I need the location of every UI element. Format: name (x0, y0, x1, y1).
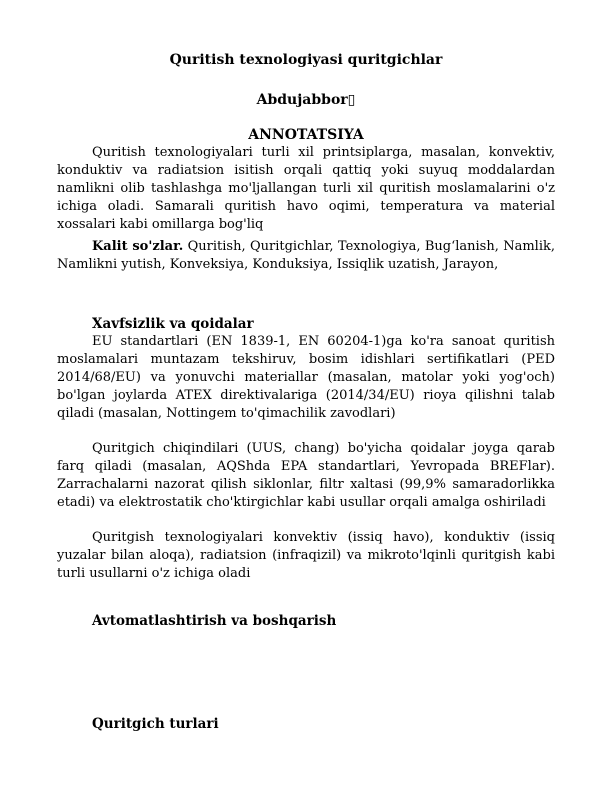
section-heading-automation: Avtomatlashtirish va boshqarish (92, 613, 337, 629)
author-name: Abdujabbor (256, 92, 348, 108)
annotation-heading: ANNOTATSIYA (248, 127, 364, 143)
abstract-paragraph: Quritish texnologiyalari turli xil printsiplarga, masalan, konvektiv, konduktiv va radiatsion isitish orqali qattiq yoki suyuq moddalardan namlikni olib tashlashga mo'ljallangan turli xil quritish moslamalarini o'z ichiga oladi. Samarali quritish havo oqimi, temperatura va material xossalari kabi omillarga bog'liq (57, 145, 555, 232)
keywords-label: Kalit so'zlar. (92, 239, 184, 254)
document-title: Quritish texnologiyasi quritgichlar (169, 52, 443, 68)
missing-glyph-box: ▯ (347, 92, 356, 108)
keywords-text: Quritish, Quritgichlar, Texnologiya, Bugʻlanish, Namlik, Namlikni yutish, Konveksiya, Konduksiya, Issiqlik uzatish, Jarayon, (57, 239, 555, 272)
section-heading-safety: Xavfsizlik va qoidalar (92, 316, 254, 332)
safety-paragraph-1: EU standartlari (EN 1839-1, EN 60204-1)ga ko'ra sanoat quritish moslamalari muntazam tekshiruv, bosim idishlari sertifikatlari (PED 2014/68/EU) va yonuvchi materiallar (masalan, matolar yoki yog'och) bo'lgan joylarda ATEX direktivalariga (2014/34/EU) rioya qilishni talab qiladi (masalan, Nottingem to'qimachilik zavodlari) (57, 334, 555, 421)
section-heading-dryer-types: Quritgich turlari (92, 716, 219, 732)
safety-paragraph-3: Quritgish texnologiyalari konvektiv (issiq havo), konduktiv (issiq yuzalar bilan aloqa), radiatsion (infraqizil) va mikroto'lqinli quritgish kabi turli usullarni o'z ichiga oladi (57, 530, 555, 581)
author-line (57, 91, 555, 109)
safety-paragraph-2: Quritgich chiqindilari (UUS, chang) bo'yicha qoidalar joyga qarab farq qiladi (masalan, AQShda EPA standartlari, Yevropada BREFlar). Zarrachalarni nazorat qilish siklonlar, filtr xaltasi (99,9% samaradorlikka etadi) va elektrostatik cho'ktirgichlar kabi usullar orqali amalga oshiriladi (57, 441, 555, 510)
keywords-paragraph (57, 238, 555, 274)
